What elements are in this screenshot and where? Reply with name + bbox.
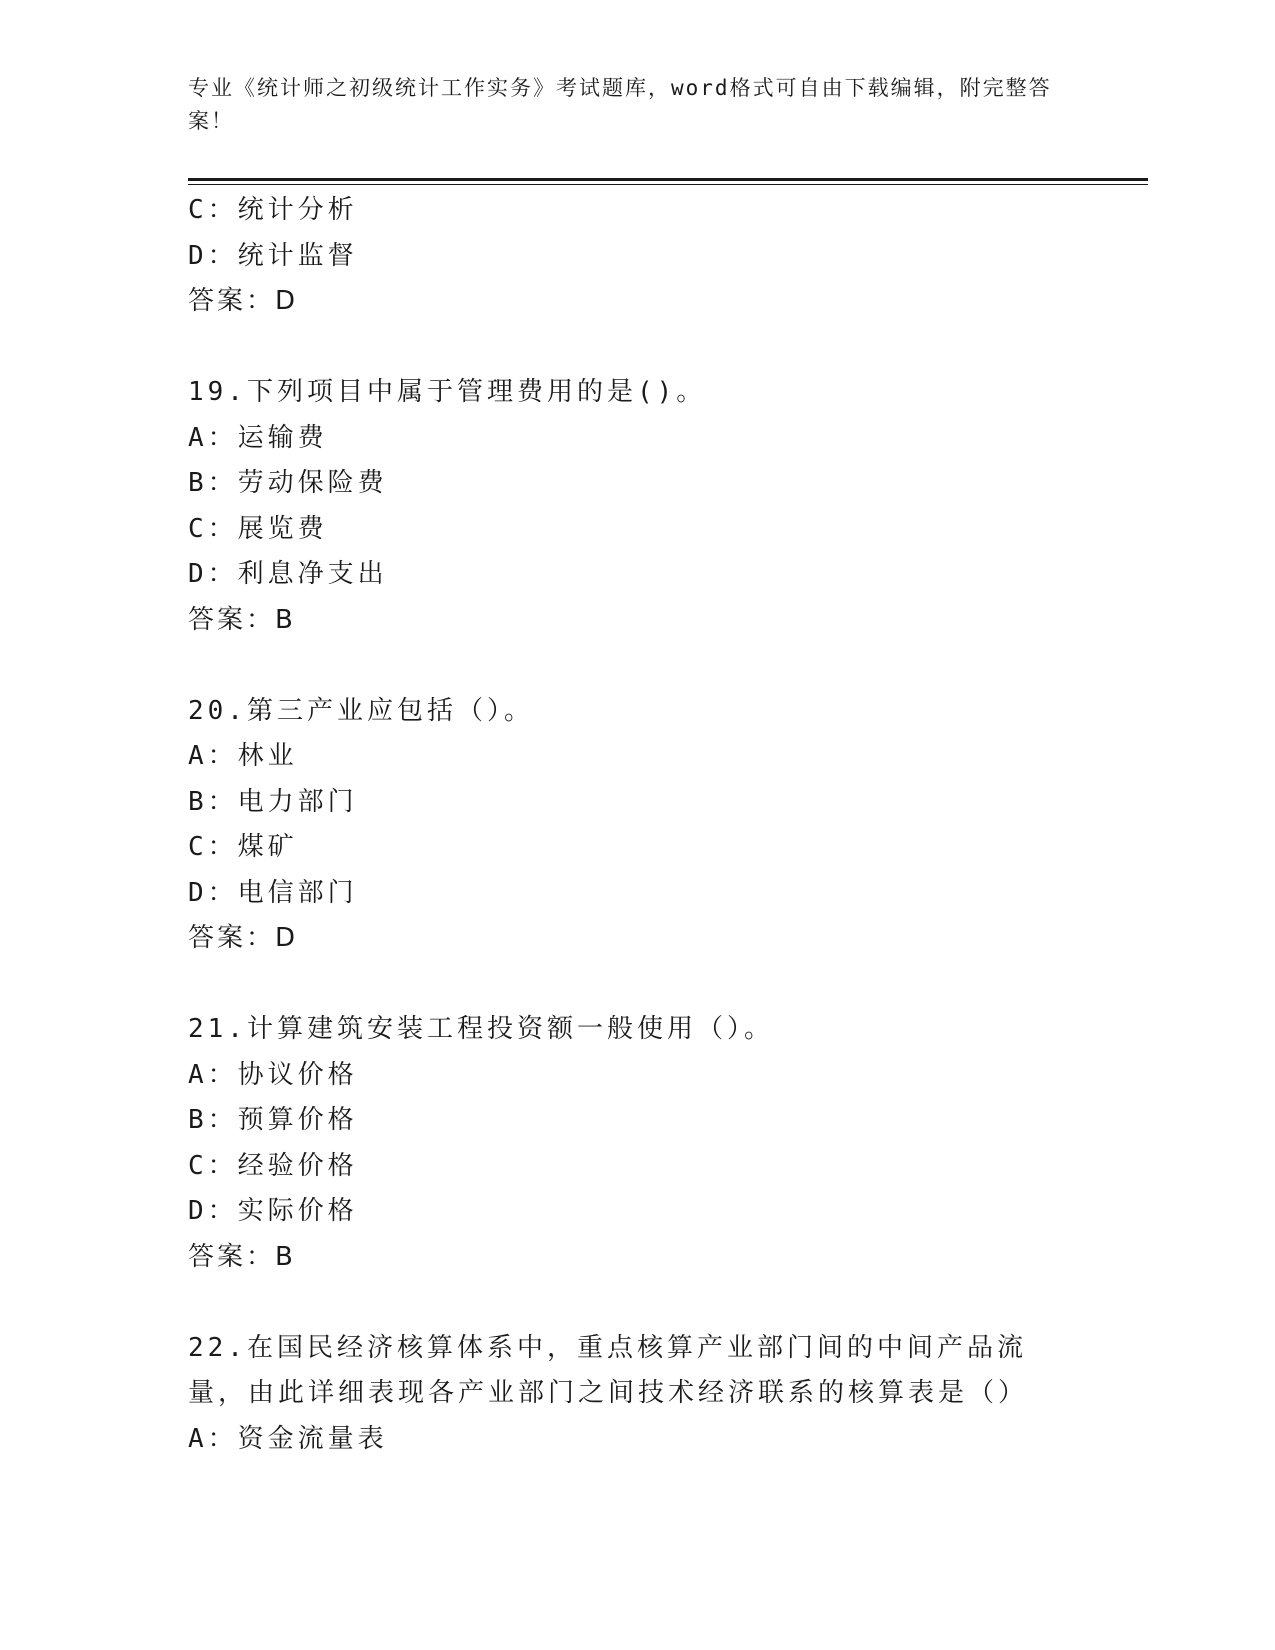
spacer	[188, 643, 1088, 689]
option-d: D：统计监督	[188, 240, 358, 271]
header-divider-thin	[188, 184, 1148, 185]
option-c: C：展览费	[188, 513, 328, 544]
answer: 答案：D	[188, 286, 299, 316]
answer: 答案：B	[188, 1241, 296, 1272]
question-stem: 20.第三产业应包括（）。	[188, 695, 534, 726]
option-d: D：电信部门	[188, 877, 358, 908]
question-22	[188, 1326, 1088, 1463]
question-stem: 19.下列项目中属于管理费用的是()。	[188, 377, 707, 407]
question-19	[188, 370, 1088, 643]
question-list	[188, 188, 1088, 1462]
option-a: A：资金流量表	[188, 1423, 388, 1454]
option-d: D：实际价格	[188, 1196, 358, 1226]
answer: 答案：D	[188, 923, 299, 953]
question-stem: 21.计算建筑安装工程投资额一般使用（）。	[188, 1014, 774, 1044]
option-b: B：预算价格	[188, 1105, 358, 1135]
answer: 答案：B	[188, 604, 296, 635]
spacer	[188, 962, 1088, 1008]
spacer	[188, 1280, 1088, 1326]
option-c: C：经验价格	[188, 1150, 358, 1181]
question-stem: 22.在国民经济核算体系中，重点核算产业部门间的中间产品流量，由此详细表现各产业部门之间技术经济联系的核算表是（）	[188, 1332, 1029, 1408]
option-b: B：电力部门	[188, 786, 358, 817]
option-c: C：统计分析	[188, 195, 358, 225]
option-b: B：劳动保险费	[188, 468, 388, 498]
option-a: A：林业	[188, 741, 298, 771]
header-divider-thick	[188, 178, 1148, 181]
option-d: D：利息净支出	[188, 559, 388, 589]
document-header: 专业《统计师之初级统计工作实务》考试题库，word格式可自由下载编辑，附完整答案！	[188, 76, 1052, 133]
question-20	[188, 689, 1088, 962]
option-a: A：协议价格	[188, 1059, 358, 1090]
question-21	[188, 1007, 1088, 1280]
option-c: C：煤矿	[188, 832, 298, 862]
option-a: A：运输费	[188, 422, 328, 453]
spacer	[188, 325, 1088, 371]
